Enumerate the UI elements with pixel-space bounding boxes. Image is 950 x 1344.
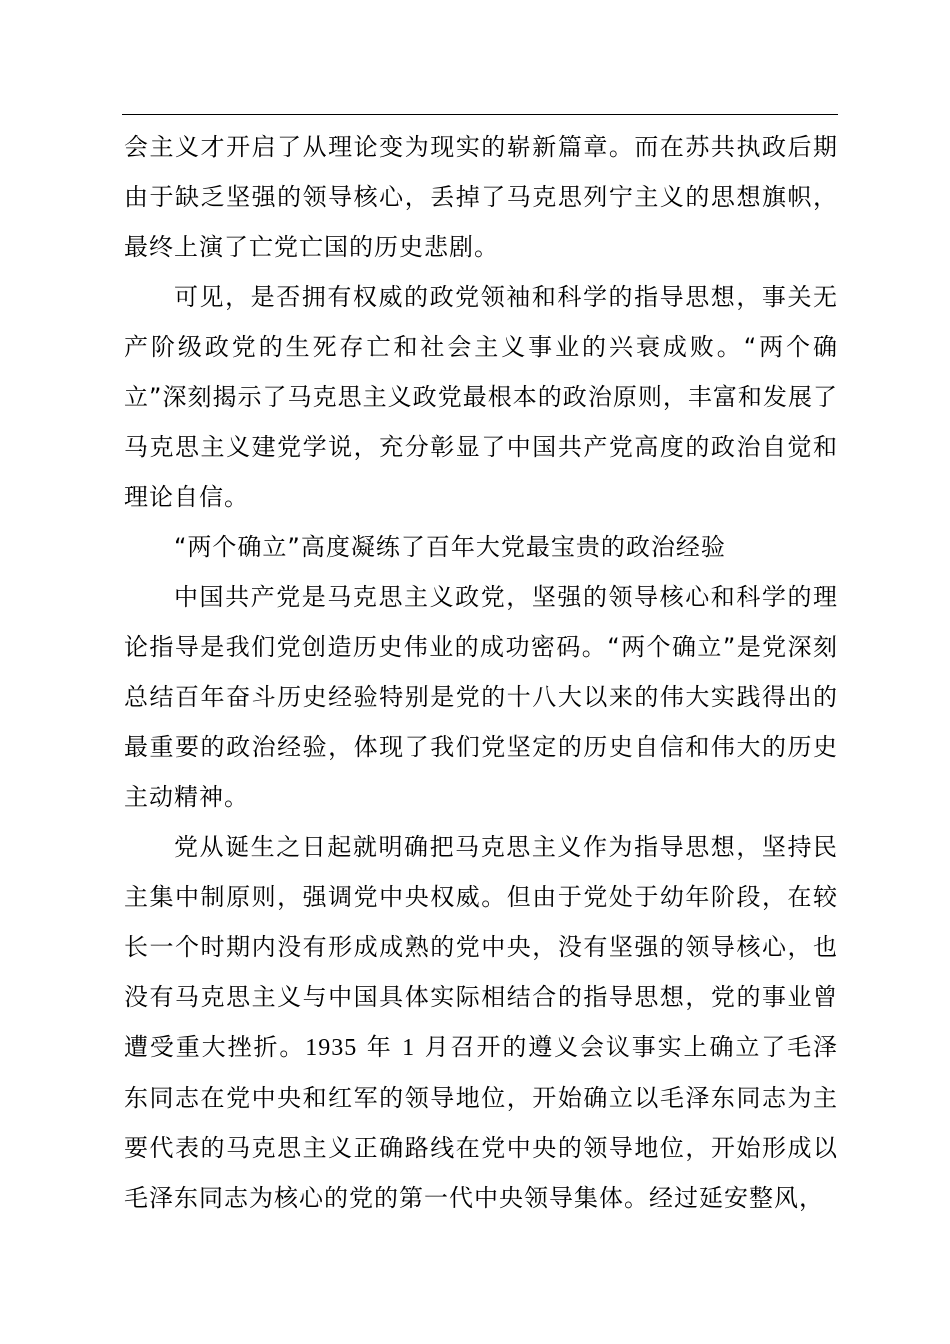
header-rule (122, 114, 838, 115)
paragraph-continuation: 会主义才开启了从理论变为现实的崭新篇章。而在苏共执政后期由于缺乏坚强的领导核心，丢掉了马克思列宁主义的思想旗帜，最终上演了亡党亡国的历史悲剧。 (124, 133, 838, 261)
paragraph-party-history (124, 822, 838, 1223)
month-number: 1 (402, 1035, 416, 1061)
document-body (124, 122, 838, 1223)
paragraph-text-before: 党从诞生之日起就明确把马克思主义作为指导思想，坚持民主集中制原则，强调党中央权威。但由于党处于幼年阶段，在较长一个时期内没有形成成熟的党中央，没有坚强的领导核心，也没有马克思主义与中国具体实际相结合的指导思想，党的事业曾遭受重大挫折。 (124, 833, 838, 1061)
paragraph-text-after: 月召开的遵义会议事实上确立了毛泽东同志在党中央和红军的领导地位，开始确立以毛泽东同志为主要代表的马克思主义正确路线在党中央的领导地位，开始形成以毛泽东同志为核心的党的第一代中央领导集体。经过延安整风， (124, 1033, 838, 1212)
year-unit: 年 (357, 1033, 403, 1061)
paragraph-political-experience: 中国共产党是马克思主义政党，坚强的领导核心和科学的理论指导是我们党创造历史伟业的成功密码。“两个确立”是党深刻总结百年奋斗历史经验特别是党的十八大以来的伟大实践得出的最重要的政治经验，体现了我们党坚定的历史自信和伟大的历史主动精神。 (124, 583, 838, 811)
paragraph-two-establishments-significance: 可见，是否拥有权威的政党领袖和科学的指导思想，事关无产阶级政党的生死存亡和社会主义事业的兴衰成败。“两个确立”深刻揭示了马克思主义政党最根本的政治原则，丰富和发展了马克思主义建党学说，充分彰显了中国共产党高度的政治自觉和理论自信。 (124, 283, 838, 511)
year-number: 1935 (305, 1035, 358, 1061)
section-heading: “两个确立”高度凝练了百年大党最宝贵的政治经验 (174, 533, 726, 561)
